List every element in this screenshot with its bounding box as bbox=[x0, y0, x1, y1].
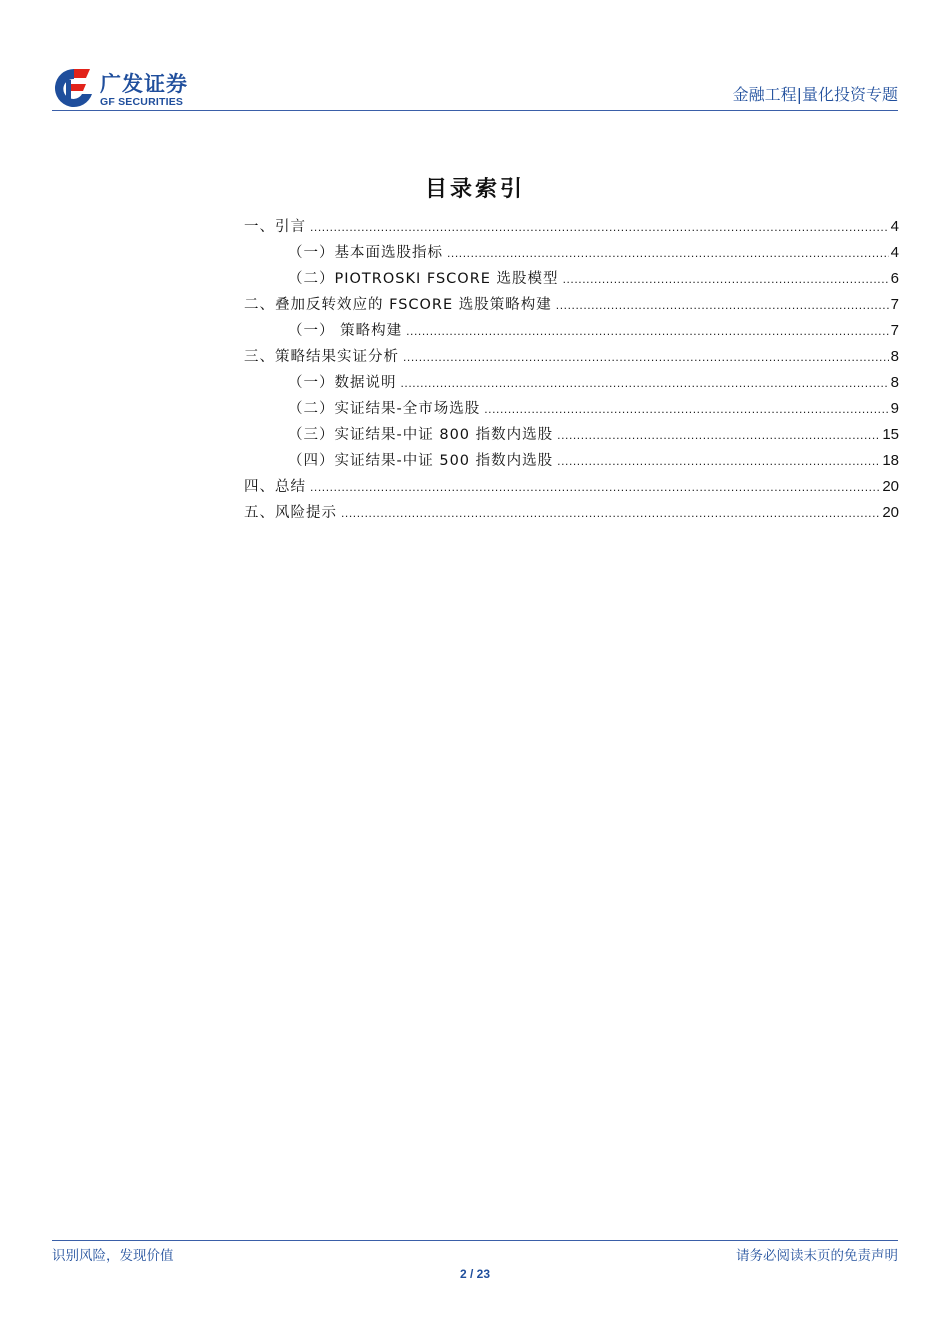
toc-leader-dots bbox=[401, 372, 889, 394]
toc-entry-page: 7 bbox=[890, 296, 899, 313]
toc-entry-label: （二）PIOTROSKI FSCORE 选股模型 bbox=[288, 271, 559, 287]
toc-entry-label: （一）数据说明 bbox=[288, 375, 397, 391]
toc-leader-dots bbox=[341, 502, 880, 524]
toc-entry-page: 8 bbox=[890, 374, 899, 391]
toc-entry-page: 6 bbox=[890, 270, 899, 287]
toc-entry-label: 三、策略结果实证分析 bbox=[244, 349, 399, 365]
toc-entry-label: （三）实证结果-中证 800 指数内选股 bbox=[288, 427, 554, 443]
gf-securities-logo bbox=[52, 66, 212, 110]
toc-entry-label: （四）实证结果-中证 500 指数内选股 bbox=[288, 453, 554, 469]
toc-entry-label: 一、引言 bbox=[244, 219, 306, 235]
toc-leader-dots bbox=[310, 476, 880, 498]
gf-logo-icon bbox=[52, 66, 96, 110]
toc-leader-dots bbox=[406, 320, 889, 342]
toc-entry[interactable] bbox=[288, 398, 899, 420]
logo-chinese-name: 广发证券 bbox=[100, 72, 188, 96]
toc-leader-dots bbox=[447, 242, 889, 264]
toc-entry[interactable] bbox=[288, 268, 899, 290]
footer-slogan: 识别风险，发现价值 bbox=[52, 1248, 174, 1264]
toc-leader-dots bbox=[484, 398, 888, 420]
toc-entry-page: 20 bbox=[882, 478, 899, 495]
toc-entry-page: 4 bbox=[890, 218, 899, 235]
toc-entry-page: 4 bbox=[890, 244, 899, 261]
toc-leader-dots bbox=[310, 216, 889, 238]
toc-entry-label: （二）实证结果-全市场选股 bbox=[288, 401, 481, 417]
toc-entry[interactable] bbox=[288, 372, 899, 394]
toc-entry-label: 四、总结 bbox=[244, 479, 306, 495]
toc-entry[interactable] bbox=[288, 242, 899, 264]
header-divider bbox=[52, 110, 898, 111]
toc-entry-label: （一）基本面选股指标 bbox=[288, 245, 443, 261]
toc-entry[interactable] bbox=[288, 424, 899, 446]
toc-entry[interactable] bbox=[244, 502, 899, 524]
toc-entry-page: 8 bbox=[890, 348, 899, 365]
toc-entry-page: 18 bbox=[882, 452, 899, 469]
toc-entry-page: 7 bbox=[890, 322, 899, 339]
toc-entry-page: 20 bbox=[882, 504, 899, 521]
toc-entry-page: 15 bbox=[882, 426, 899, 443]
toc-entry[interactable] bbox=[288, 450, 899, 472]
toc-leader-dots bbox=[556, 294, 889, 316]
logo-english-name: GF SECURITIES bbox=[100, 96, 184, 108]
toc-entry[interactable] bbox=[244, 346, 899, 368]
toc-entry[interactable] bbox=[244, 476, 899, 498]
page-number: 2 / 23 bbox=[459, 1267, 491, 1281]
toc-entry-label: 二、叠加反转效应的 FSCORE 选股策略构建 bbox=[244, 297, 552, 313]
toc-entry-page: 9 bbox=[890, 400, 899, 417]
report-category: 金融工程|量化投资专题 bbox=[732, 85, 898, 104]
toc-entry-label: （一） 策略构建 bbox=[288, 323, 403, 339]
toc-leader-dots bbox=[563, 268, 889, 290]
toc-entry[interactable] bbox=[244, 216, 899, 238]
footer-disclaimer-note: 请务必阅读末页的免责声明 bbox=[736, 1248, 898, 1264]
toc-leader-dots bbox=[557, 450, 880, 472]
toc-entry[interactable] bbox=[244, 294, 899, 316]
toc-entry[interactable] bbox=[288, 320, 899, 342]
page-header bbox=[52, 60, 898, 112]
footer-divider bbox=[52, 1240, 898, 1241]
toc-title: 目录索引 bbox=[424, 177, 525, 202]
toc-leader-dots bbox=[557, 424, 880, 446]
toc-entry-label: 五、风险提示 bbox=[244, 505, 337, 521]
toc-leader-dots bbox=[403, 346, 889, 368]
